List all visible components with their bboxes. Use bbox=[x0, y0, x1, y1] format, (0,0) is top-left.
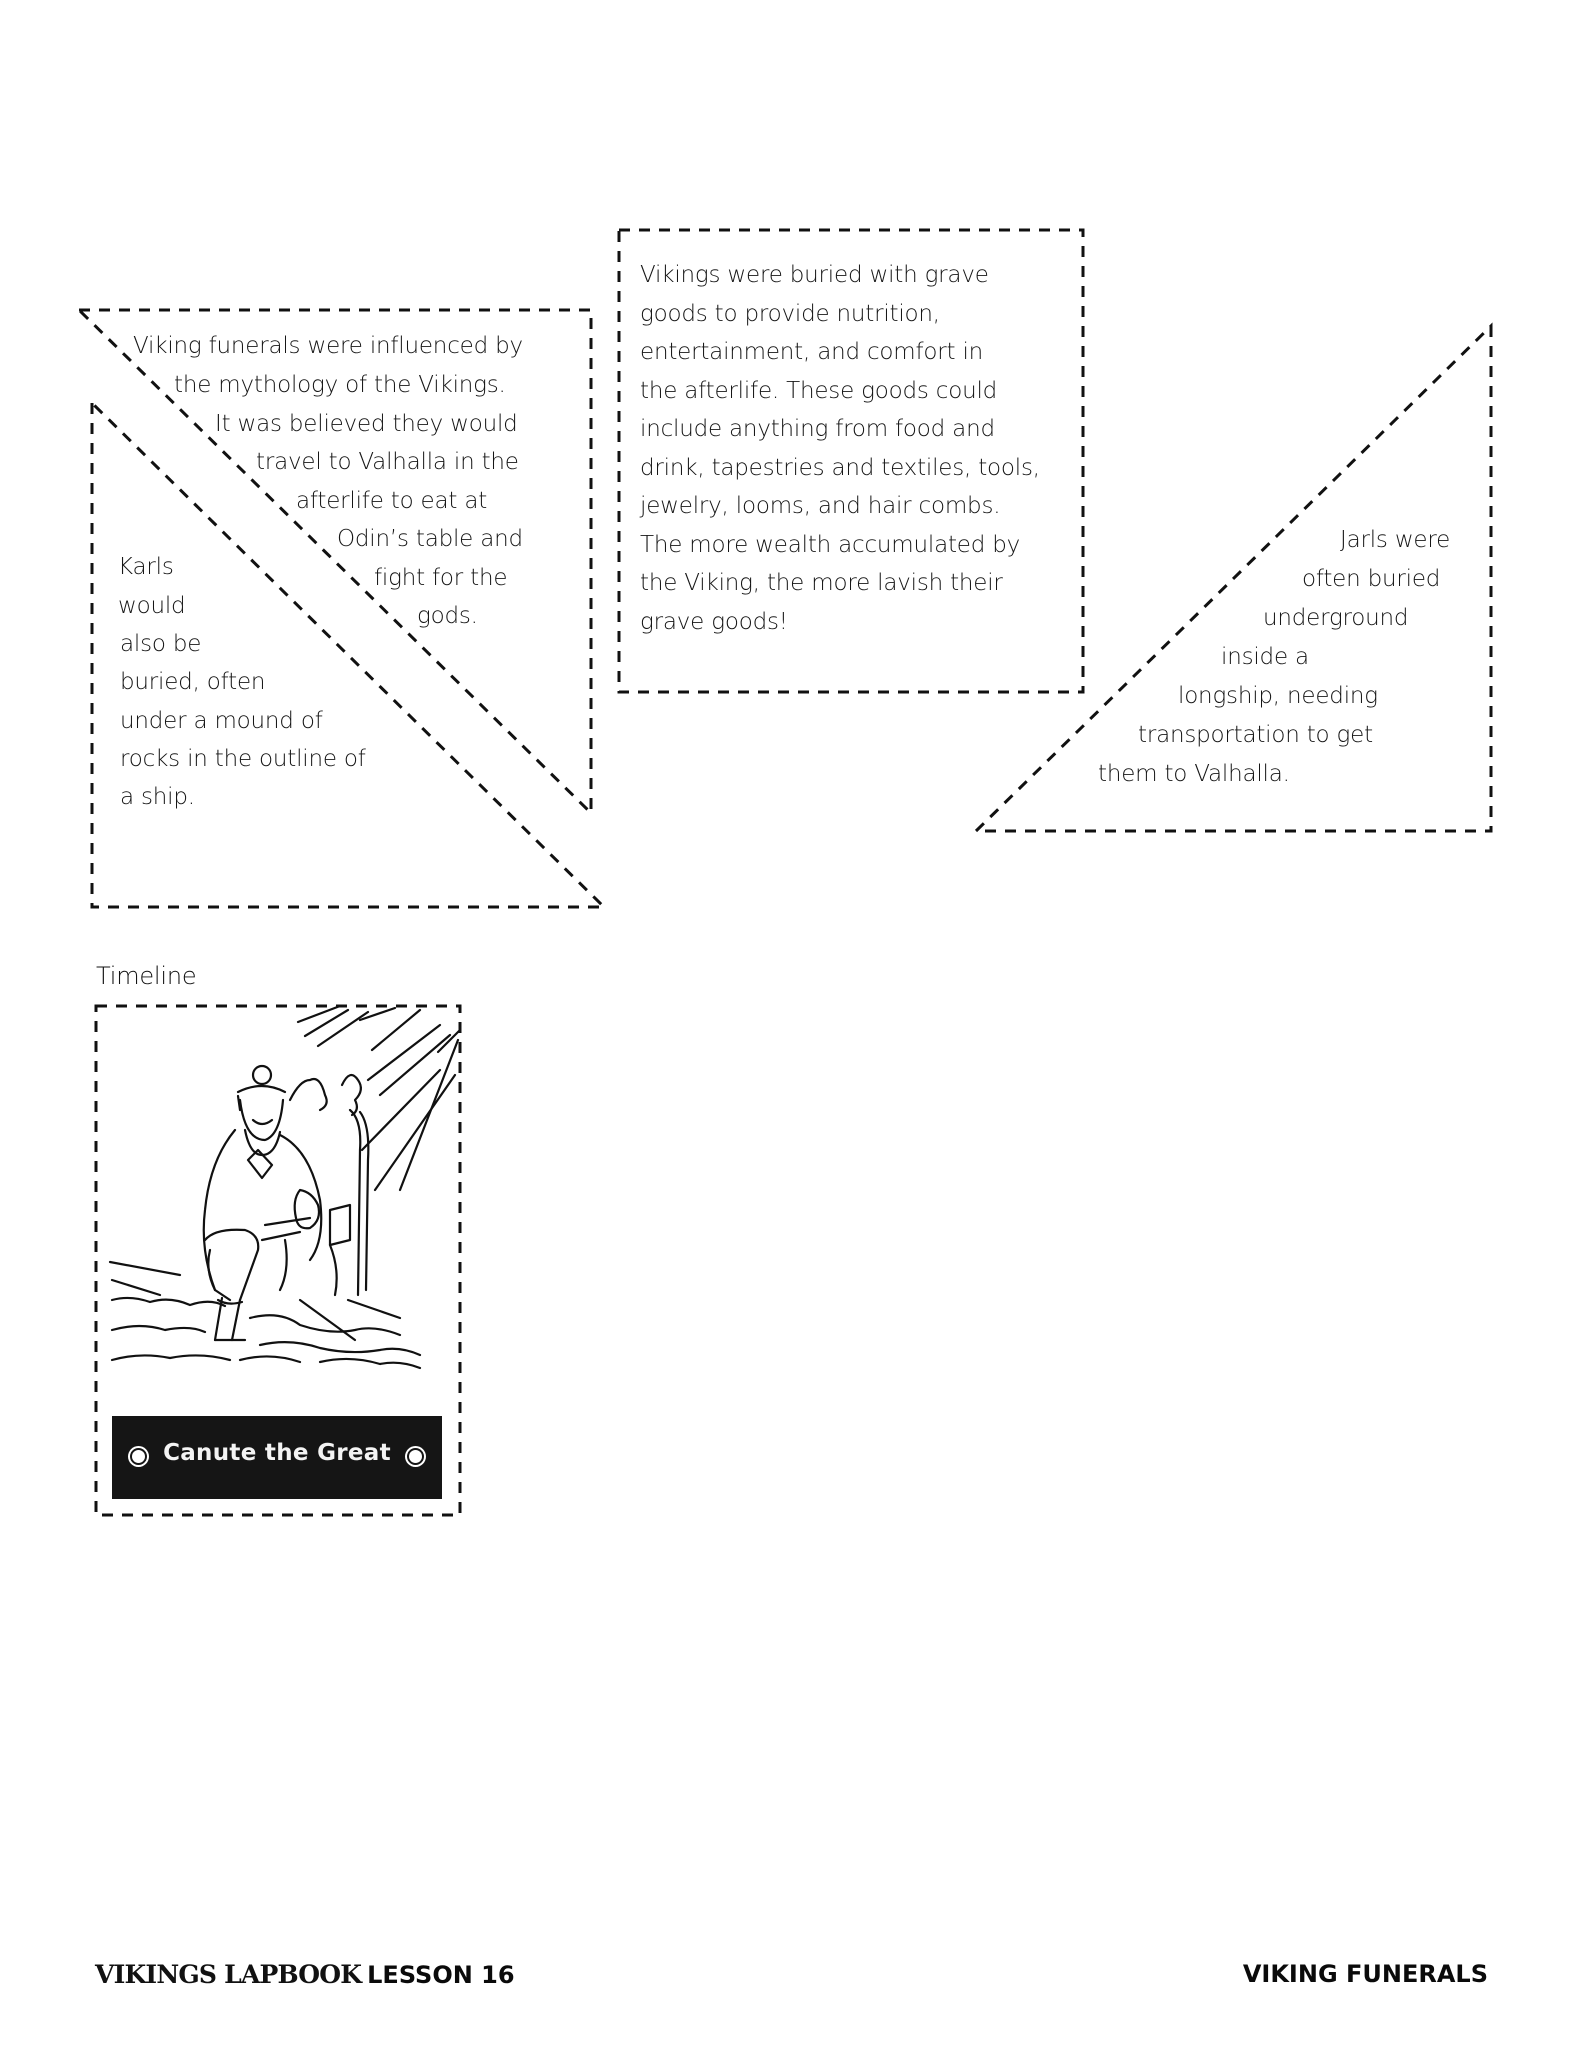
grave-goods-line: Vikings were buried with grave bbox=[640, 262, 989, 288]
grave-goods-line: drink, tapestries and textiles, tools, bbox=[640, 455, 1040, 481]
jarls-line: them to Valhalla. bbox=[1098, 761, 1290, 787]
jarls-line: Jarls were bbox=[1340, 527, 1451, 553]
grave-goods-line: jewelry, looms, and hair combs. bbox=[640, 493, 1001, 519]
grave-goods-line: the Viking, the more lavish their bbox=[640, 570, 1003, 596]
mythology-line: the mythology of the Vikings. bbox=[174, 372, 506, 398]
mythology-line: It was believed they would bbox=[215, 411, 518, 437]
jarls-line: inside a bbox=[1221, 644, 1309, 670]
karls-line: also be bbox=[120, 631, 202, 657]
grave-goods-line: grave goods! bbox=[640, 609, 788, 635]
jarls-line: often buried bbox=[1302, 566, 1441, 592]
footer-series-lesson bbox=[95, 1960, 515, 1989]
series-title: VIKINGS LAPBOOK bbox=[95, 1960, 362, 1989]
jarls-line: underground bbox=[1263, 605, 1409, 631]
name-banner bbox=[112, 1416, 442, 1499]
mythology-line: Viking funerals were influenced by bbox=[133, 333, 523, 359]
karls-line: under a mound of bbox=[120, 708, 323, 734]
mythology-line: travel to Valhalla in the bbox=[256, 449, 519, 475]
grave-goods-line: entertainment, and comfort in bbox=[640, 339, 984, 365]
karls-line: rocks in the outline of bbox=[120, 746, 366, 772]
mythology-line: gods. bbox=[417, 603, 478, 629]
figure-name: Canute the Great bbox=[163, 1440, 391, 1466]
grave-goods-line: the afterlife. These goods could bbox=[640, 378, 998, 404]
timeline-label: Timeline bbox=[96, 962, 197, 990]
mythology-line: Odin’s table and bbox=[337, 526, 523, 552]
lesson-number: LESSON 16 bbox=[367, 1961, 515, 1989]
grave-goods-line: The more wealth accumulated by bbox=[640, 532, 1021, 558]
mythology-line: afterlife to eat at bbox=[296, 488, 488, 514]
jarls-line: longship, needing bbox=[1178, 683, 1378, 709]
karls-line: buried, often bbox=[120, 669, 266, 695]
footer-topic: VIKING FUNERALS bbox=[1242, 1960, 1488, 1988]
karls-line: a ship. bbox=[120, 784, 195, 810]
grave-goods-line: goods to provide nutrition, bbox=[640, 301, 940, 327]
grave-goods-line: include anything from food and bbox=[640, 416, 995, 442]
mythology-line: fight for the bbox=[374, 565, 508, 591]
jarls-line: transportation to get bbox=[1138, 722, 1373, 748]
karls-line: Karls bbox=[118, 554, 174, 580]
karls-line: would bbox=[118, 593, 186, 619]
rivet-dot-icon bbox=[407, 1448, 424, 1465]
